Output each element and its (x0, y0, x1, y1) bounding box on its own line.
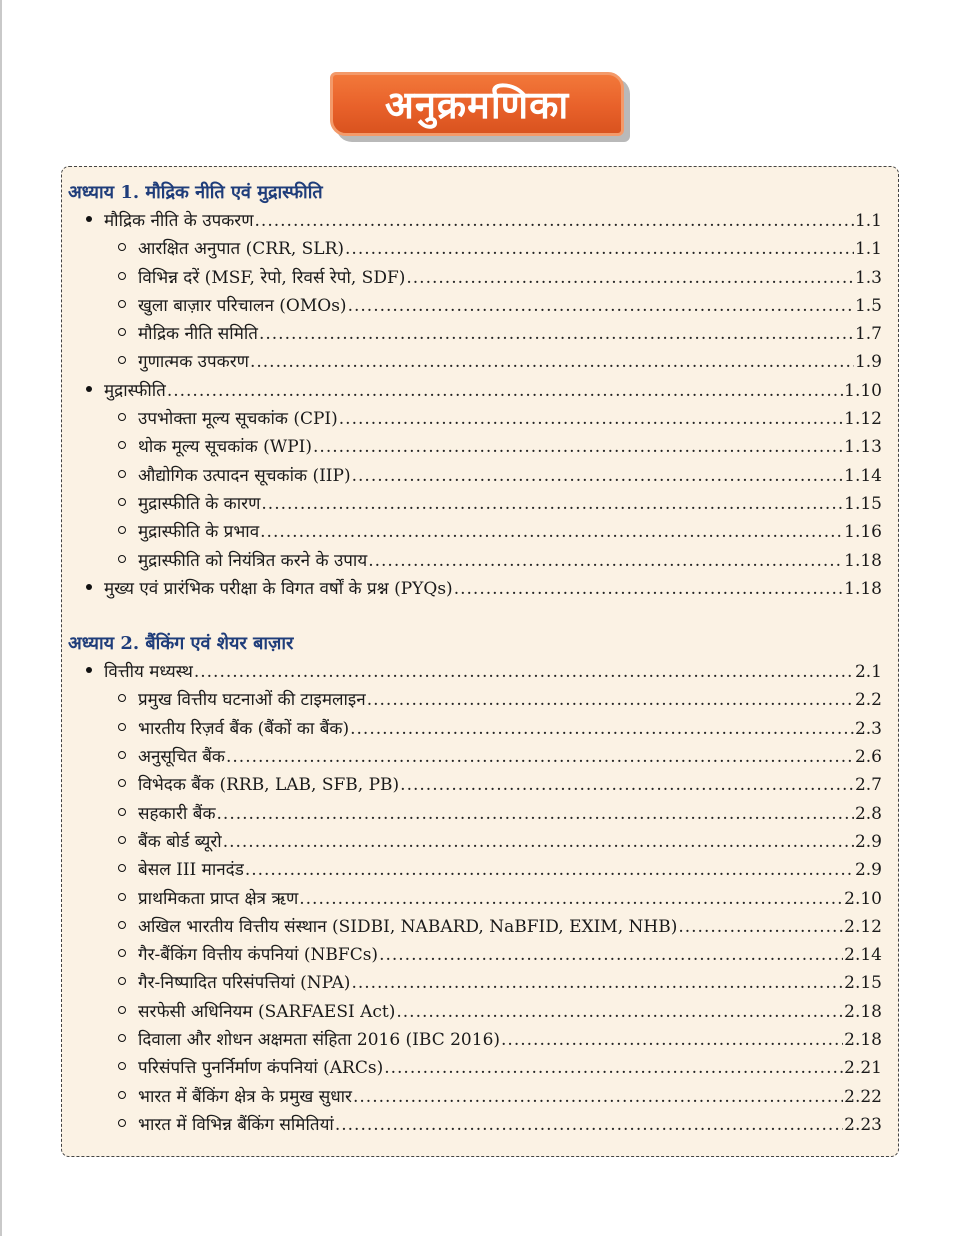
entry-label: भारत में बैंकिंग क्षेत्र के प्रमुख सुधार (138, 1086, 352, 1107)
table-of-contents-panel (61, 166, 899, 1157)
page-number: 2.23 (844, 1114, 882, 1135)
page-number: 1.1 (854, 239, 882, 260)
toc-subsection-entry (68, 885, 882, 913)
page-number: 1.7 (854, 324, 882, 345)
entry-label: परिसंपत्ति पुनर्निर्माण कंपनियां (ARCs) (138, 1058, 384, 1079)
entry-label: आरक्षित अनुपात (CRR, SLR) (138, 239, 345, 260)
dot-leader (260, 518, 843, 546)
page-number: 2.9 (854, 831, 882, 852)
dot-leader (379, 941, 843, 969)
entry-label: मौद्रिक नीति के उपकरण (104, 211, 254, 231)
dot-leader (250, 348, 854, 376)
bullet-circle-icon (116, 1035, 138, 1045)
bullet-disc-icon (82, 386, 104, 396)
bullet-circle-icon (116, 357, 138, 367)
chapter-heading: अध्याय 1. मौद्रिक नीति एवं मुद्रास्फीति (68, 182, 323, 203)
bullet-circle-icon (116, 1092, 138, 1102)
entry-label: गुणात्मक उपकरण (138, 352, 249, 373)
toc-subsection-entry (68, 686, 882, 714)
page-number: 1.15 (844, 493, 882, 514)
toc-subsection-entry (68, 941, 882, 969)
bullet-circle-icon (116, 527, 138, 537)
dot-leader (217, 800, 854, 828)
dot-leader (406, 264, 854, 292)
entry-label: विभिन्न दरें (MSF, रेपो, रिवर्स रेपो, SDF) (138, 267, 406, 288)
toc-subsection-entry (68, 715, 882, 743)
dot-leader (353, 1083, 843, 1111)
entry-label: सहकारी बैंक (138, 803, 216, 824)
title-banner-box (330, 72, 624, 136)
entry-label: प्रमुख वित्तीय घटनाओं की टाइमलाइन (138, 690, 366, 711)
dot-leader (384, 1054, 843, 1082)
entry-label: प्राथमिकता प्राप्त क्षेत्र ऋण (138, 888, 299, 909)
page-number: 2.18 (844, 1030, 882, 1051)
entry-label: मुद्रास्फीति को नियंत्रित करने के उपाय (138, 550, 368, 571)
toc-subsection-entry (68, 1026, 882, 1054)
dot-leader (345, 235, 854, 263)
toc-subsection-entry (68, 433, 882, 461)
entry-label: गैर-बैंकिंग वित्तीय कंपनियां (NBFCs) (138, 945, 379, 966)
entry-label: दिवाला और शोधन अक्षमता संहिता 2016 (IBC 2016) (138, 1030, 501, 1051)
bullet-circle-icon (116, 809, 138, 819)
entry-label: अखिल भारतीय वित्तीय संस्थान (SIDBI, NABARD, NaBFID, EXIM, NHB) (138, 916, 678, 937)
dot-leader (501, 1026, 843, 1054)
page-number: 1.12 (844, 409, 882, 430)
entry-label: गैर-निष्पादित परिसंपत्तियां (NPA) (138, 973, 351, 994)
toc-subsection-entry (68, 490, 882, 518)
page-number: 2.8 (854, 803, 882, 824)
page-number: 1.18 (844, 578, 882, 599)
toc-subsection-entry (68, 235, 882, 263)
bullet-circle-icon (116, 780, 138, 790)
bullet-circle-icon (116, 695, 138, 705)
bullet-circle-icon (116, 922, 138, 932)
dot-leader (400, 771, 854, 799)
table-of-contents-list (68, 179, 882, 1139)
page-number: 1.9 (854, 352, 882, 373)
bullet-circle-icon (116, 978, 138, 988)
page-number: 1.10 (844, 380, 882, 401)
dot-leader (350, 715, 854, 743)
dot-leader (255, 207, 854, 235)
page-number: 1.3 (854, 267, 882, 288)
bullet-circle-icon (116, 499, 138, 509)
index-title-banner (330, 72, 630, 142)
toc-subsection-entry (68, 800, 882, 828)
entry-label: मुद्रास्फीति (104, 380, 166, 401)
page-number: 2.2 (854, 690, 882, 711)
toc-subsection-entry (68, 264, 882, 292)
toc-section-entry (68, 575, 882, 603)
chapter-heading: अध्याय 2. बैंकिंग एवं शेयर बाज़ार (68, 633, 294, 655)
bullet-circle-icon (116, 471, 138, 481)
chapter-spacer (68, 603, 882, 630)
toc-subsection-entry (68, 771, 882, 799)
page-number: 2.3 (854, 718, 882, 739)
dot-leader (396, 998, 843, 1026)
dot-leader (454, 575, 843, 603)
toc-subsection-entry (68, 856, 882, 884)
dot-leader (223, 828, 854, 856)
entry-label: थोक मूल्य सूचकांक (WPI) (138, 437, 313, 458)
entry-label: मुख्य एवं प्रारंभिक परीक्षा के विगत वर्षों के प्रश्न (PYQs) (104, 578, 453, 599)
entry-label: मौद्रिक नीति समिति (138, 324, 258, 345)
bullet-circle-icon (116, 442, 138, 452)
toc-subsection-entry (68, 405, 882, 433)
page-number: 1.16 (844, 522, 882, 543)
bullet-circle-icon (116, 837, 138, 847)
entry-label: मुद्रास्फीति के कारण (138, 493, 261, 514)
page-number: 1.5 (854, 295, 882, 316)
entry-label: बैंक बोर्ड ब्यूरो (138, 831, 222, 852)
toc-subsection-entry (68, 1111, 882, 1139)
dot-leader (259, 320, 854, 348)
bullet-circle-icon (116, 556, 138, 566)
bullet-circle-icon (116, 329, 138, 339)
entry-label: भारतीय रिज़र्व बैंक (बैंकों का बैंक) (138, 718, 350, 739)
entry-label: मुद्रास्फीति के प्रभाव (138, 522, 260, 543)
toc-subsection-entry (68, 998, 882, 1026)
page-number: 2.15 (844, 973, 882, 994)
dot-leader (245, 856, 854, 884)
dot-leader (261, 490, 843, 518)
page-left-edge (0, 0, 2, 1236)
toc-subsection-entry (68, 969, 882, 997)
toc-subsection-entry (68, 743, 882, 771)
dot-leader (678, 913, 843, 941)
toc-subsection-entry (68, 913, 882, 941)
page-number: 2.6 (854, 747, 882, 768)
entry-label: भारत में विभिन्न बैंकिंग समितियां (138, 1114, 334, 1135)
bullet-disc-icon (82, 584, 104, 594)
dot-leader (348, 292, 854, 320)
entry-label: बेसल III मानदंड (138, 860, 244, 881)
page-number: 2.10 (844, 888, 882, 909)
page-number: 2.21 (844, 1058, 882, 1079)
dot-leader (352, 462, 844, 490)
bullet-circle-icon (116, 273, 138, 283)
bullet-circle-icon (116, 414, 138, 424)
entry-label: उपभोक्ता मूल्य सूचकांक (CPI) (138, 409, 338, 430)
dot-leader (351, 969, 843, 997)
dot-leader (194, 658, 854, 686)
entry-label: विभेदक बैंक (RRB, LAB, SFB, PB) (138, 775, 400, 796)
toc-subsection-entry (68, 547, 882, 575)
toc-section-entry (68, 377, 882, 405)
page-number: 2.22 (844, 1086, 882, 1107)
toc-subsection-entry (68, 292, 882, 320)
toc-subsection-entry (68, 320, 882, 348)
toc-section-entry (68, 207, 882, 235)
page-number: 2.14 (844, 945, 882, 966)
bullet-disc-icon (82, 216, 104, 226)
bullet-circle-icon (116, 1007, 138, 1017)
bullet-circle-icon (116, 244, 138, 254)
toc-subsection-entry (68, 462, 882, 490)
page-number: 2.12 (844, 916, 882, 937)
dot-leader (367, 686, 854, 714)
bullet-circle-icon (116, 1063, 138, 1073)
dot-leader (313, 433, 843, 461)
toc-subsection-entry (68, 828, 882, 856)
dot-leader (299, 885, 843, 913)
page-number: 1.1 (854, 211, 882, 231)
bullet-disc-icon (82, 667, 104, 677)
entry-label: अनुसूचित बैंक (138, 747, 225, 768)
entry-label: खुला बाज़ार परिचालन (OMOs) (138, 295, 347, 316)
dot-leader (339, 405, 843, 433)
bullet-circle-icon (116, 950, 138, 960)
toc-subsection-entry (68, 1083, 882, 1111)
page-number: 1.13 (844, 437, 882, 458)
toc-subsection-entry (68, 518, 882, 546)
entry-label: सरफेसी अधिनियम (SARFAESI Act) (138, 1001, 396, 1022)
dot-leader (167, 377, 843, 405)
page-number: 2.9 (854, 860, 882, 881)
bullet-circle-icon (116, 301, 138, 311)
page-number: 2.7 (854, 775, 882, 796)
page-number: 2.18 (844, 1001, 882, 1022)
page-number: 1.18 (844, 550, 882, 571)
bullet-circle-icon (116, 894, 138, 904)
dot-leader (226, 743, 854, 771)
bullet-circle-icon (116, 724, 138, 734)
bullet-circle-icon (116, 865, 138, 875)
toc-section-entry (68, 658, 882, 686)
toc-subsection-entry (68, 348, 882, 376)
bullet-circle-icon (116, 1120, 138, 1130)
page-number: 2.1 (854, 662, 882, 683)
entry-label: औद्योगिक उत्पादन सूचकांक (IIP) (138, 465, 351, 486)
bullet-circle-icon (116, 752, 138, 762)
dot-leader (368, 547, 843, 575)
page-number: 1.14 (844, 465, 882, 486)
entry-label: वित्तीय मध्यस्थ (104, 662, 193, 683)
toc-subsection-entry (68, 1054, 882, 1082)
page-title: अनुक्रमणिका (384, 83, 570, 127)
dot-leader (335, 1111, 843, 1139)
